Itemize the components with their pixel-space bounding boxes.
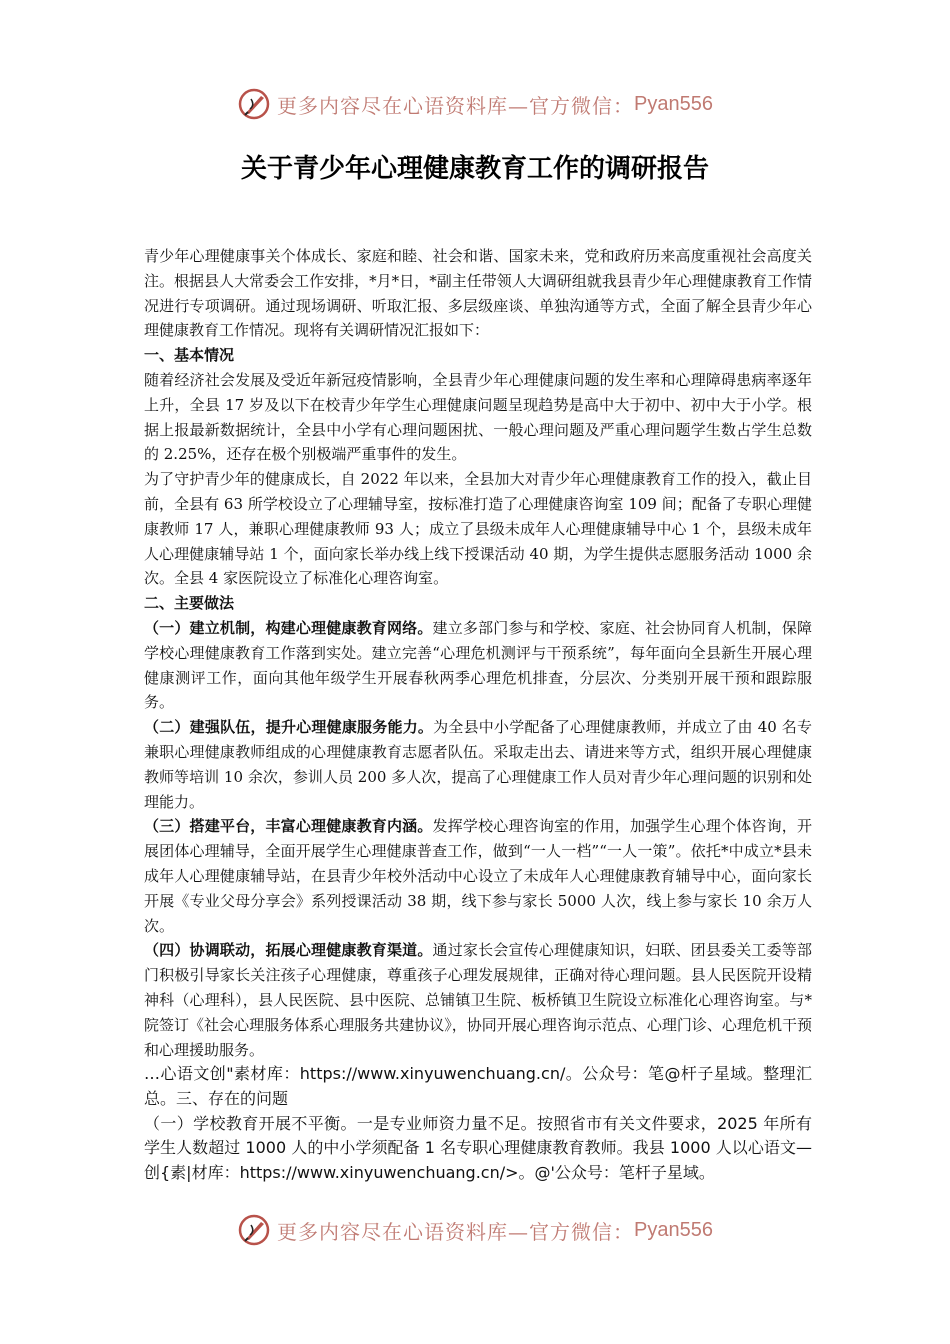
practice-item-body: 发挥学校心理咨询室的作用，加强学生心理个体咨询，开展团体心理辅导，全面开展学生心理健康普查工作，做到“一人一档”“一人一策”。依托*中成立*县未成年人心理健康辅导站，在县青少年校外活动中心设立了未成年人心理健康教育辅导中心，面向家长开展《专业父母分享会》系列授课活动 38 期，线下参与家长 5000 人次，线上参与家长 10 余万人次。 (144, 817, 812, 935)
watermark-text: 更多内容尽在心语资料库—官方微信： (277, 93, 635, 118)
practice-item (144, 715, 812, 814)
section-heading-practices: 二、主要做法 (144, 594, 235, 613)
practice-item-lead: （一）建立机制，构建心理健康教育网络。 (144, 618, 433, 637)
promo-line: …心语文创"素材库：https://www.xinyuwenchuang.cn/。公众号：笔@杆子星域。整理汇总。三、存在的问题 (144, 1064, 812, 1108)
watermark-text: 更多内容尽在心语资料库—官方微信： (277, 1219, 635, 1244)
practice-item-body: 建立多部门参与和学校、家庭、社会协同育人机制，保障学校心理健康教育工作落到实处。建立完善“心理危机测评与干预系统”，每年面向全县新生开展心理健康测评工作，面向其他年级学生开展春秋两季心理危机排查，分层次、分类别开展干预和跟踪服务。 (144, 618, 812, 712)
practice-item-body: 通过家长会宣传心理健康知识，妇联、团县委关工委等部门积极引导家长关注孩子心理健康，尊重孩子心理发展规律，正确对待心理问题。县人民医院开设精神科（心理科），县人民医院、县中医院、总铺镇卫生院、板桥镇卫生院设立标准化心理咨询室。与*院签订《社会心理服务体系心理服务共建协议》，协同开展心理咨询示范点、心理门诊、心理危机干预和心理援助服务。 (144, 941, 812, 1059)
watermark-wechat-id: Pyan556 (634, 1218, 713, 1241)
practice-item (144, 616, 812, 715)
practice-item-lead: （三）搭建平台，丰富心理健康教育内涵。 (144, 817, 433, 836)
practice-item (144, 938, 812, 1062)
practice-item (144, 814, 812, 938)
section-heading-basic: 一、基本情况 (144, 346, 235, 365)
practice-item-lead: （四）协调联动，拓展心理健康教育渠道。 (144, 941, 433, 960)
intro-paragraph: 青少年心理健康事关个体成长、家庭和睦、社会和谐、国家未来，党和政府历来高度重视社会高度关注。根据县人大常委会工作安排，*月*日，*副主任带领人大调研组就我县青少年心理健康教育工作情况进行专项调研。通过现场调研、听取汇报、多层级座谈、单独沟通等方式，全面了解全县青少年心理健康教育工作情况。现将有关调研情况汇报如下： (144, 247, 812, 340)
problems-paragraph-1: （一）学校教育开展不平衡。一是专业师资力量不足。按照省市有关文件要求，2025 年所有学生人数超过 1000 人的中小学须配备 1 名专职心理健康教育教师。我县 1000 人以心语文—创{素|材库：https://www.xinyuwenchuang.cn/>。@'公众号：笔杆子星域。 (144, 1113, 812, 1183)
quill-pen-logo-icon (237, 87, 271, 121)
practice-item-body: 为全县中小学配备了心理健康教师，并成立了由 40 名专兼职心理健康教师组成的心理健康教育志愿者队伍。采取走出去、请进来等方式，组织开展心理健康教师等培训 10 余次，参训人员 200 多人次，提高了心理健康工作人员对青少年心理问题的识别和处理能力。 (144, 718, 812, 811)
document-body (144, 244, 812, 1186)
footer-watermark (0, 1210, 950, 1250)
document-title: 关于青少年心理健康教育工作的调研报告 (240, 154, 709, 184)
watermark-wechat-id: Pyan556 (634, 92, 713, 115)
quill-pen-logo-icon (237, 1213, 271, 1247)
practice-item-lead: （二）建强队伍，提升心理健康服务能力。 (144, 718, 434, 737)
header-watermark (0, 84, 950, 124)
basic-paragraph-2: 为了守护青少年的健康成长，自 2022 年以来，全县加大对青少年心理健康教育工作的投入，截止目前，全县有 63 所学校设立了心理辅导室，按标准打造了心理健康咨询室 109 间；配备了专职心理健康教师 17 人，兼职心理健康教师 93 人；成立了县级未成年人心理健康辅导中心 1 个，县级未成年人心理健康辅导站 1 个，面向家长举办线上线下授课活动 40 期，为学生提供志愿服务活动 1000 余次。全县 4 家医院设立了标准化心理咨询室。 (144, 470, 812, 588)
basic-paragraph-1: 随着经济社会发展及受近年新冠疫情影响，全县青少年心理健康问题的发生率和心理障碍患病率逐年上升，全县 17 岁及以下在校青少年学生心理健康问题呈现趋势是高中大于初中、初中大于小学。根据上报最新数据统计，全县中小学有心理问题困扰、一般心理问题及严重心理问题学生数占学生总数的 2.25%，还存在极个别极端严重事件的发生。 (144, 370, 812, 464)
